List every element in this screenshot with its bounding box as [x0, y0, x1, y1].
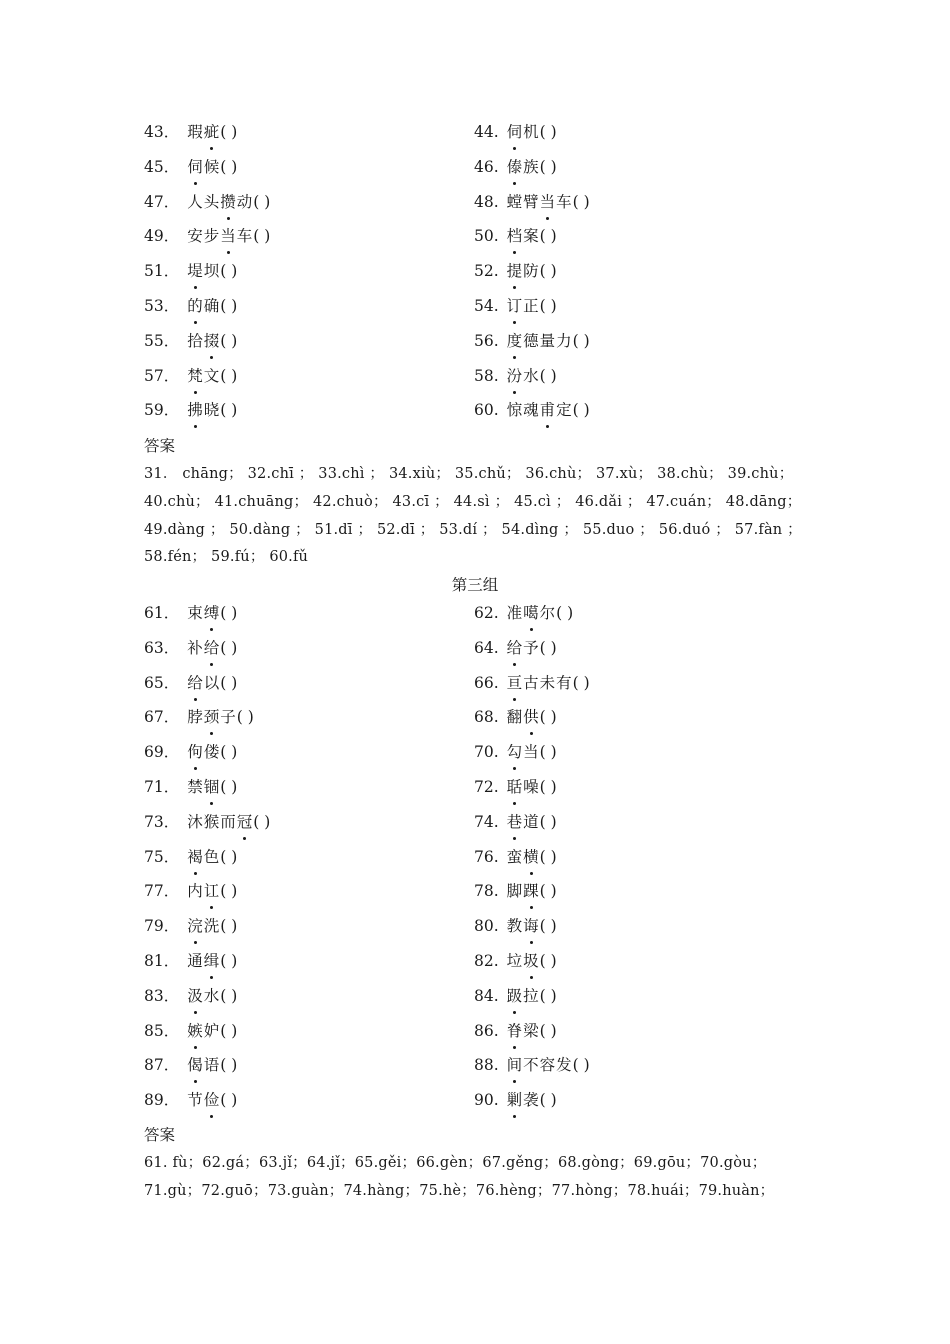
question-row	[144, 949, 824, 973]
answer-blank: ( )	[539, 743, 557, 762]
answer-blank: ( )	[539, 847, 557, 866]
question-number: 52.	[474, 262, 499, 281]
question-item	[474, 914, 557, 938]
emphasis-dot	[530, 872, 533, 875]
question-number: 75．	[144, 847, 180, 866]
answer-blank: ( )	[253, 812, 271, 831]
question-number: 88.	[474, 1056, 499, 1075]
answer-blank: ( )	[253, 192, 271, 211]
question-item	[144, 914, 237, 938]
question-item	[144, 740, 237, 764]
question-item	[474, 775, 557, 799]
question-word: 垃圾	[507, 949, 540, 973]
question-number: 59．	[144, 401, 180, 420]
emphasis-dot	[227, 217, 230, 220]
answer-blank: ( )	[220, 638, 238, 657]
answer-blank: ( )	[220, 1056, 238, 1075]
question-word: 的确	[187, 294, 220, 318]
answer-line: 71.gù；72.guō；73.guàn；74.hàng；75.hè；76.hèng；77.hòng；78.huái；79.huàn；	[144, 1182, 775, 1199]
answer-blank: ( )	[539, 123, 557, 141]
question-item	[144, 190, 270, 214]
question-number: 48.	[474, 192, 499, 211]
question-row	[144, 775, 824, 799]
question-item	[144, 1053, 237, 1077]
answer-blank: ( )	[539, 297, 557, 315]
question-word: 通缉	[187, 949, 220, 973]
question-number: 72.	[474, 778, 499, 796]
emphasis-dot	[546, 425, 549, 428]
question-item	[474, 224, 557, 248]
emphasis-dot	[513, 286, 516, 289]
question-word: 翻供	[507, 705, 540, 729]
answer-line: 61. fù；62.gá；63.jǐ；64.jǐ；65.gěi；66.gèn；67.gěng；68.gòng；69.gōu；70.gòu；	[144, 1155, 767, 1171]
question-word: 拾掇	[187, 329, 220, 353]
answer-blank: ( )	[220, 366, 238, 385]
question-row	[144, 155, 824, 179]
question-row	[144, 879, 824, 903]
answer-blank: ( )	[220, 604, 238, 622]
question-number: 89．	[144, 1091, 180, 1110]
question-number: 74.	[474, 812, 499, 831]
question-row	[144, 329, 824, 353]
question-row	[144, 984, 824, 1008]
question-word: 给以	[187, 671, 220, 695]
question-number: 54.	[474, 297, 499, 315]
question-number: 77．	[144, 882, 180, 901]
question-number: 61．	[144, 604, 180, 622]
question-number: 65．	[144, 673, 180, 692]
emphasis-dot	[194, 941, 197, 944]
emphasis-dot	[513, 321, 516, 324]
answer-blank: ( )	[556, 604, 574, 622]
question-row	[144, 1019, 824, 1043]
question-number: 78.	[474, 882, 499, 901]
answer-line: 40.chù； 41.chuāng； 42.chuò； 43.cī ； 44.sì ； 45.cì ； 46.dǎi ； 47.cuán； 48.dāng；	[144, 493, 802, 510]
answer-blank: ( )	[220, 123, 238, 141]
question-number: 55．	[144, 331, 180, 350]
emphasis-dot	[210, 732, 213, 735]
question-number: 90.	[474, 1091, 499, 1110]
question-row	[144, 845, 824, 869]
emphasis-dot	[243, 837, 246, 840]
question-item	[144, 845, 237, 869]
question-word: 嫉妒	[187, 1019, 220, 1043]
question-number: 86.	[474, 1021, 499, 1040]
question-item	[144, 294, 237, 318]
question-row	[144, 294, 824, 318]
question-item	[474, 155, 557, 179]
answer-blank: ( )	[220, 157, 238, 176]
question-word: 蛮横	[507, 845, 540, 869]
answer-blank: ( )	[539, 812, 557, 831]
question-word: 浣洗	[187, 914, 220, 938]
question-row	[144, 398, 824, 422]
answer-blank: ( )	[539, 986, 557, 1005]
question-item	[144, 398, 237, 422]
answer-blank: ( )	[539, 778, 557, 796]
emphasis-dot	[210, 906, 213, 909]
answer-blank: ( )	[539, 638, 557, 657]
question-number: 82.	[474, 952, 499, 970]
emphasis-dot	[530, 976, 533, 979]
question-item	[474, 1053, 590, 1077]
question-word: 堤坝	[187, 259, 220, 283]
question-word: 人头攒动	[187, 190, 253, 214]
question-word: 脊梁	[507, 1019, 540, 1043]
emphasis-dot	[210, 802, 213, 805]
question-item	[144, 775, 237, 799]
question-item	[144, 120, 237, 144]
question-word: 安步当车	[187, 224, 253, 248]
question-item	[474, 705, 557, 729]
answer-blank: ( )	[539, 366, 557, 385]
question-number: 80.	[474, 917, 499, 936]
question-word: 褐色	[187, 845, 220, 869]
question-item	[144, 364, 237, 388]
question-word: 沐猴而冠	[187, 810, 253, 834]
question-number: 56.	[474, 331, 499, 350]
question-word: 趿拉	[507, 984, 540, 1008]
answer-line: 49.dàng ； 50.dàng ； 51.dī ； 52.dī ； 53.dí ； 54.dìng ； 55.duo ； 56.duó ； 57.fàn ；	[144, 521, 802, 538]
question-item	[474, 294, 557, 318]
answer-blank: ( )	[220, 917, 238, 936]
question-word: 脚踝	[507, 879, 540, 903]
emphasis-dot	[513, 767, 516, 770]
question-number: 51．	[144, 262, 180, 281]
question-item	[474, 879, 557, 903]
answer-blank: ( )	[236, 708, 254, 727]
question-item	[144, 224, 270, 248]
answer-blank: ( )	[539, 952, 557, 970]
question-item	[474, 364, 557, 388]
question-row	[144, 1088, 824, 1112]
emphasis-dot	[513, 698, 516, 701]
question-word: 惊魂甫定	[507, 398, 573, 422]
answer-label: 答案	[144, 1126, 176, 1144]
answer-blank: ( )	[220, 401, 238, 420]
question-row	[144, 671, 824, 695]
answer-blank: ( )	[539, 882, 557, 901]
question-word: 汾水	[507, 364, 540, 388]
emphasis-dot	[210, 976, 213, 979]
question-number: 44.	[474, 123, 499, 141]
question-item	[144, 1019, 237, 1043]
answer-blank: ( )	[220, 673, 238, 692]
question-row	[144, 601, 824, 625]
question-item	[144, 155, 237, 179]
emphasis-dot	[530, 941, 533, 944]
question-number: 68.	[474, 708, 499, 727]
question-word: 禁锢	[187, 775, 220, 799]
question-word: 间不容发	[507, 1053, 573, 1077]
question-item	[474, 845, 557, 869]
question-item	[144, 705, 254, 729]
emphasis-dot	[210, 147, 213, 150]
emphasis-dot	[194, 182, 197, 185]
question-item	[474, 329, 590, 353]
question-number: 85．	[144, 1021, 180, 1040]
question-row	[144, 120, 824, 144]
question-row	[144, 810, 824, 834]
question-number: 84.	[474, 986, 499, 1005]
emphasis-dot	[530, 906, 533, 909]
answer-line: 58.fén； 59.fú； 60.fǔ	[144, 549, 309, 566]
question-number: 60.	[474, 401, 499, 420]
question-word: 佝偻	[187, 740, 220, 764]
question-row	[144, 190, 824, 214]
question-row	[144, 259, 824, 283]
emphasis-dot	[513, 147, 516, 150]
answer-blank: ( )	[220, 262, 238, 281]
emphasis-dot	[194, 391, 197, 394]
question-number: 81．	[144, 952, 180, 970]
question-word: 束缚	[187, 601, 220, 625]
answer-blank: ( )	[572, 673, 590, 692]
emphasis-dot	[530, 628, 533, 631]
answer-blank: ( )	[220, 882, 238, 901]
answer-blank: ( )	[220, 1091, 238, 1110]
question-number: 73．	[144, 812, 180, 831]
question-item	[144, 329, 237, 353]
answer-blank: ( )	[572, 1056, 590, 1075]
emphasis-dot	[513, 182, 516, 185]
emphasis-dot	[194, 1046, 197, 1049]
emphasis-dot	[194, 698, 197, 701]
emphasis-dot	[194, 767, 197, 770]
question-item	[474, 120, 557, 144]
answer-blank: ( )	[253, 227, 271, 246]
question-item	[144, 259, 237, 283]
question-number: 66.	[474, 673, 499, 692]
answer-blank: ( )	[539, 1021, 557, 1040]
answer-blank: ( )	[572, 331, 590, 350]
question-word: 档案	[507, 224, 540, 248]
question-number: 49．	[144, 227, 180, 246]
answer-blank: ( )	[539, 157, 557, 176]
emphasis-dot	[513, 1046, 516, 1049]
emphasis-dot	[513, 251, 516, 254]
question-item	[474, 984, 557, 1008]
question-row	[144, 740, 824, 764]
question-number: 62.	[474, 604, 499, 622]
emphasis-dot	[210, 1115, 213, 1118]
emphasis-dot	[194, 872, 197, 875]
answer-blank: ( )	[220, 778, 238, 796]
question-number: 76.	[474, 847, 499, 866]
emphasis-dot	[513, 663, 516, 666]
question-word: 教诲	[507, 914, 540, 938]
question-word: 瑕疵	[187, 120, 220, 144]
question-row	[144, 1053, 824, 1077]
question-word: 伺机	[507, 120, 540, 144]
question-word: 伺候	[187, 155, 220, 179]
question-item	[474, 601, 573, 625]
answer-blank: ( )	[539, 1091, 557, 1110]
emphasis-dot	[210, 628, 213, 631]
question-word: 汲水	[187, 984, 220, 1008]
question-number: 70.	[474, 743, 499, 762]
question-word: 傣族	[507, 155, 540, 179]
question-item	[474, 740, 557, 764]
emphasis-dot	[513, 802, 516, 805]
question-word: 偈语	[187, 1053, 220, 1077]
question-item	[474, 671, 590, 695]
question-row	[144, 914, 824, 938]
emphasis-dot	[513, 356, 516, 359]
emphasis-dot	[227, 251, 230, 254]
question-word: 度德量力	[507, 329, 573, 353]
question-number: 45．	[144, 157, 180, 176]
emphasis-dot	[194, 1011, 197, 1014]
answer-label: 答案	[144, 437, 176, 455]
question-item	[144, 879, 237, 903]
emphasis-dot	[210, 663, 213, 666]
question-number: 47．	[144, 192, 180, 211]
question-item	[144, 636, 237, 660]
question-item	[474, 1088, 557, 1112]
question-word: 剿袭	[507, 1088, 540, 1112]
question-number: 71．	[144, 778, 180, 796]
question-number: 46.	[474, 157, 499, 176]
question-word: 螳臂当车	[507, 190, 573, 214]
question-item	[474, 949, 557, 973]
emphasis-dot	[194, 1080, 197, 1083]
question-number: 69．	[144, 743, 180, 762]
question-item	[474, 398, 590, 422]
question-word: 勾当	[507, 740, 540, 764]
answer-blank: ( )	[220, 297, 238, 315]
question-number: 63．	[144, 638, 180, 657]
answer-blank: ( )	[220, 1021, 238, 1040]
emphasis-dot	[513, 1115, 516, 1118]
question-number: 83．	[144, 986, 180, 1005]
question-word: 提防	[507, 259, 540, 283]
answer-blank: ( )	[220, 847, 238, 866]
question-word: 内讧	[187, 879, 220, 903]
question-number: 87．	[144, 1056, 180, 1075]
emphasis-dot	[194, 286, 197, 289]
emphasis-dot	[194, 425, 197, 428]
question-number: 53．	[144, 297, 180, 315]
answer-blank: ( )	[539, 262, 557, 281]
question-word: 聒噪	[507, 775, 540, 799]
question-item	[474, 1019, 557, 1043]
question-word: 脖颈子	[187, 705, 237, 729]
question-word: 巷道	[507, 810, 540, 834]
question-item	[474, 190, 590, 214]
question-item	[144, 601, 237, 625]
answer-blank: ( )	[220, 743, 238, 762]
question-word: 补给	[187, 636, 220, 660]
emphasis-dot	[210, 356, 213, 359]
question-number: 67．	[144, 708, 180, 727]
question-word: 节俭	[187, 1088, 220, 1112]
emphasis-dot	[530, 732, 533, 735]
question-item	[144, 984, 237, 1008]
question-item	[144, 671, 237, 695]
answer-blank: ( )	[220, 952, 238, 970]
emphasis-dot	[513, 391, 516, 394]
answer-blank: ( )	[539, 227, 557, 246]
question-item	[144, 949, 237, 973]
question-item	[474, 636, 557, 660]
question-row	[144, 636, 824, 660]
answer-blank: ( )	[572, 192, 590, 211]
question-number: 58.	[474, 366, 499, 385]
question-number: 43．	[144, 123, 180, 141]
emphasis-dot	[513, 1011, 516, 1014]
question-item	[144, 810, 270, 834]
question-row	[144, 705, 824, 729]
question-item	[144, 1088, 237, 1112]
question-word: 梵文	[187, 364, 220, 388]
emphasis-dot	[546, 217, 549, 220]
answer-blank: ( )	[220, 331, 238, 350]
question-number: 50.	[474, 227, 499, 246]
emphasis-dot	[513, 1080, 516, 1083]
section-heading: 第三组	[451, 576, 499, 594]
question-number: 64.	[474, 638, 499, 657]
emphasis-dot	[194, 321, 197, 324]
question-word: 亘古未有	[507, 671, 573, 695]
question-item	[474, 259, 557, 283]
emphasis-dot	[513, 837, 516, 840]
question-number: 57．	[144, 366, 180, 385]
question-item	[474, 810, 557, 834]
question-word: 订正	[507, 294, 540, 318]
answer-line: 31． chāng； 32.chī ； 33.chì ； 34.xiù； 35.chǔ； 36.chù； 37.xù； 38.chù； 39.chù；	[144, 466, 794, 482]
question-word: 给予	[507, 636, 540, 660]
question-row	[144, 224, 824, 248]
answer-blank: ( )	[539, 917, 557, 936]
question-number: 79．	[144, 917, 180, 936]
answer-blank: ( )	[220, 986, 238, 1005]
question-row	[144, 364, 824, 388]
answer-blank: ( )	[539, 708, 557, 727]
answer-blank: ( )	[572, 401, 590, 420]
question-word: 准噶尔	[507, 601, 557, 625]
question-word: 拂晓	[187, 398, 220, 422]
